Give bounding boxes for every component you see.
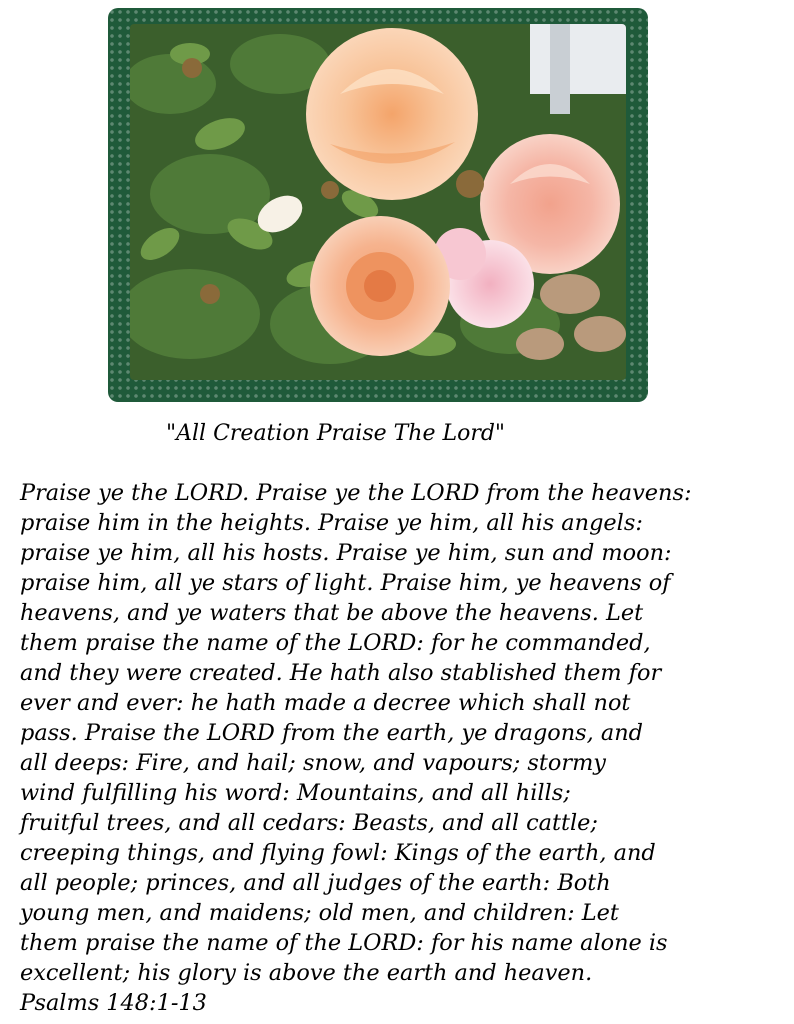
verse-line: fruitful trees, and all cedars: Beasts, and all cattle;	[20, 810, 598, 836]
scripture-passage	[20, 478, 788, 1018]
scripture-citation: Psalms 148:1-13	[20, 990, 207, 1016]
verse-line: them praise the name of the LORD: for his name alone is	[20, 930, 668, 956]
verse-line: all deeps: Fire, and hail; snow, and vapours; stormy	[20, 750, 606, 776]
rose-illustration	[130, 24, 626, 380]
verse-line: praise ye him, all his hosts. Praise ye him, sun and moon:	[20, 540, 672, 566]
verse-line: heavens, and ye waters that be above the heavens. Let	[20, 600, 644, 626]
verse-line: them praise the name of the LORD: for he commanded,	[20, 630, 651, 656]
verse-line: and they were created. He hath also stablished them for	[20, 660, 662, 686]
caption-title: "All Creation Praise The Lord"	[166, 421, 506, 446]
verse-line: excellent; his glory is above the earth and heaven.	[20, 960, 593, 986]
verse-line: young men, and maidens; old men, and children: Let	[20, 900, 619, 926]
rose-photo	[130, 24, 626, 380]
verse-line: wind fulfilling his word: Mountains, and all hills;	[20, 780, 571, 806]
verse-line: Praise ye the LORD. Praise ye the LORD from the heavens:	[20, 480, 692, 506]
verse-line: pass. Praise the LORD from the earth, ye dragons, and	[20, 720, 644, 746]
verse-line: praise him in the heights. Praise ye him, all his angels:	[20, 510, 643, 536]
verse-line: creeping things, and flying fowl: Kings of the earth, and	[20, 840, 656, 866]
verse-line: praise him, all ye stars of light. Praise him, ye heavens of	[20, 570, 671, 596]
verse-line: all people; princes, and all judges of the earth: Both	[20, 870, 611, 896]
verse-line: ever and ever: he hath made a decree which shall not	[20, 690, 631, 716]
